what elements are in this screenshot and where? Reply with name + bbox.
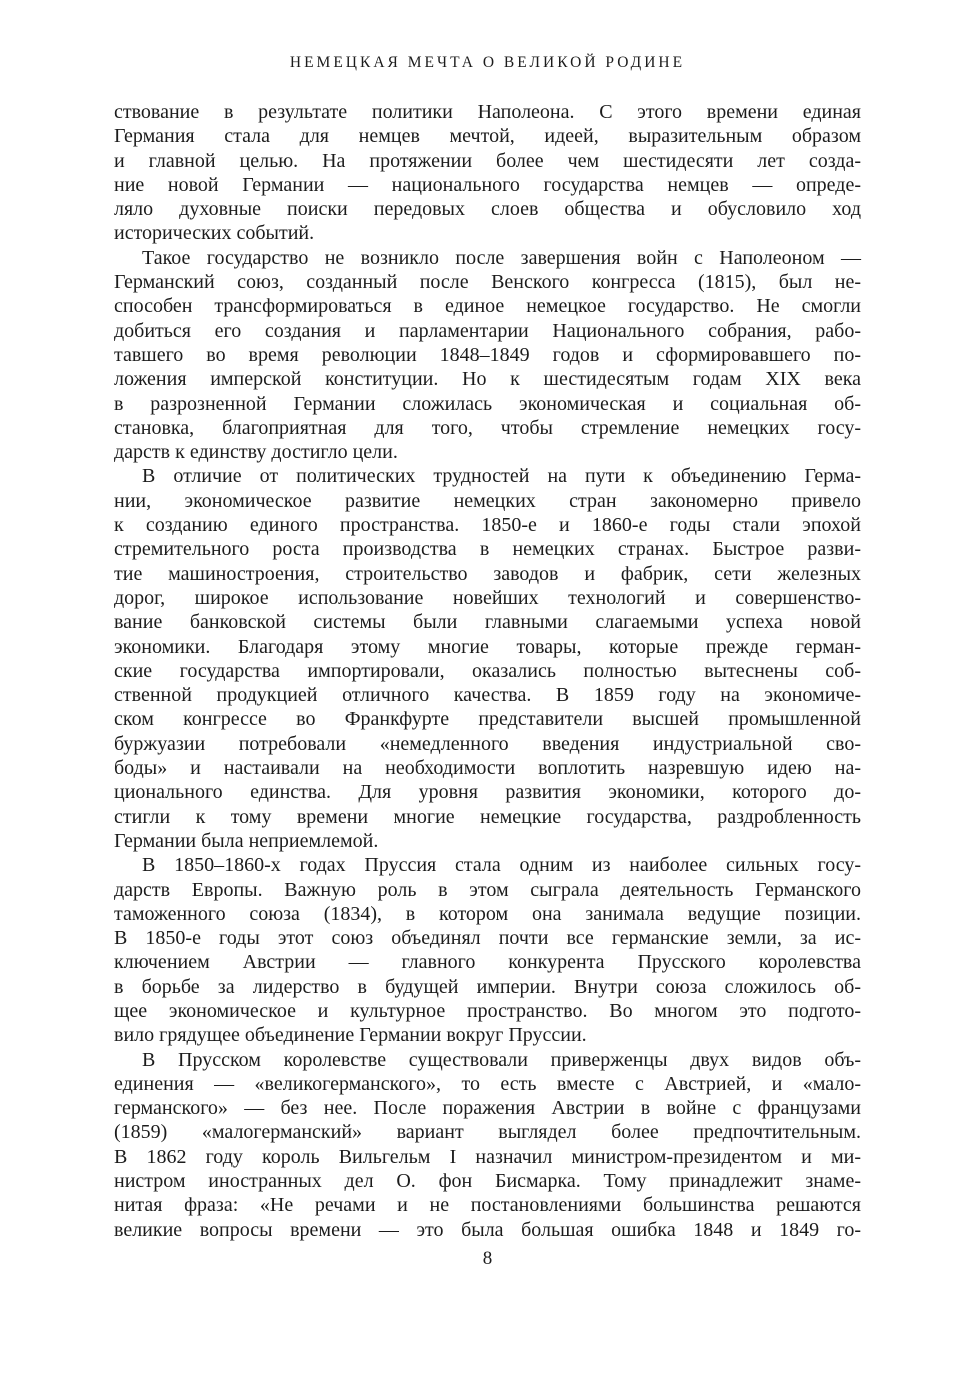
text-line: В 1850–1860-х годах Пруссия стала одним из наиболее сильных госу- (142, 854, 861, 877)
text-line: буржуазии потребовали «немедленного введения индустриальной сво- (114, 732, 861, 755)
text-line: В Прусском королевстве существовали приверженцы двух видов объ- (142, 1048, 861, 1071)
text-line: ляло духовные поиски передовых слоев общества и обусловило ход (114, 198, 861, 221)
text-line: в разрозненной Германии сложилась экономическая и социальная об- (114, 392, 861, 415)
text-line: нистром иностранных дел О. фон Бисмарка. Тому принадлежит знаме- (114, 1170, 861, 1193)
text-line: ские государства импортировали, оказались полностью вытеснены соб- (114, 659, 861, 682)
text-line: к созданию единого пространства. 1850-е и 1860-е годы стали эпохой (114, 514, 861, 537)
text-line: ние новой Германии — национального государства немцев — опреде- (114, 173, 861, 196)
text-line: вание банковской системы были главными слагаемыми успеха новой (114, 611, 861, 634)
text-line: ском конгрессе во Франкфурте представители высшей промышленной (114, 708, 861, 731)
text-line: ственной продукцией отличного качества. В 1859 году на экономиче- (114, 684, 861, 707)
body-text (114, 100, 861, 1242)
text-line: способен трансформироваться в единое немецкое государство. Не смогли (114, 295, 861, 318)
text-line: стигли к тому времени многие немецкие государства, раздробленность (114, 805, 861, 828)
text-line: (1859) «малогерманский» вариант выглядел более предпочтительным. (114, 1121, 861, 1144)
text-line: боды» и настаивали на необходимости воплотить назревшую идею на- (114, 757, 861, 780)
text-line: экономики. Благодаря этому многие товары, которые прежде герман- (114, 635, 861, 658)
text-line: вило грядущее объединение Германии вокруг Пруссии. (114, 1024, 587, 1047)
text-line: единения — «великогерманского», то есть вместе с Австрией, и «мало- (114, 1072, 861, 1095)
text-line: становка, благоприятная для того, чтобы стремление немецких госу- (114, 416, 861, 439)
text-line: в борьбе за лидерство в будущей империи. Внутри союза сложилось об- (114, 975, 861, 998)
text-line: Такое государство не возникло после завершения войн с Наполеоном — (142, 246, 861, 269)
text-line: и главной целью. На протяжении более чем шестидесяти лет созда- (114, 149, 861, 172)
page-number: 8 (482, 1248, 493, 1269)
text-line: великие вопросы времени — это была большая ошибка 1848 и 1849 го- (114, 1218, 861, 1241)
paragraph (114, 464, 861, 853)
paragraph (114, 246, 861, 465)
text-line: В 1862 году король Вильгельм I назначил министром-президентом и ми- (114, 1145, 861, 1168)
text-line: щее экономическое и культурное пространство. Во многом это подгото- (114, 999, 861, 1022)
paragraph (114, 853, 861, 1047)
text-line: нии, экономическое развитие немецких стран закономерно привело (114, 489, 861, 512)
text-line: ложения имперской конституции. Но к шестидесятым годам XIX века (114, 368, 861, 391)
text-line: ключением Австрии — главного конкурента Прусского королевства (114, 951, 861, 974)
text-line: тавшего во время революции 1848–1849 годов и сформировавшего по- (114, 343, 861, 366)
paragraph (114, 1048, 861, 1242)
text-line: Германия стала для немцев мечтой, идеей, выразительным образом (114, 125, 861, 148)
text-line: дарств к единству достигло цели. (114, 441, 398, 464)
text-line: ствование в результате политики Наполеона. С этого времени единая (114, 101, 861, 123)
text-line: германского» — без нее. После поражения Австрии в войне с французами (114, 1097, 861, 1120)
text-line: стремительного роста производства в немецких странах. Быстрое разви- (114, 538, 861, 561)
running-header: НЕМЕЦКАЯ МЕЧТА О ВЕЛИКОЙ РОДИНЕ (289, 54, 686, 71)
text-line: нитая фраза: «Не речами и не постановлениями большинства решаются (114, 1194, 861, 1217)
text-line: дорог, широкое использование новейших технологий и совершенство- (114, 586, 861, 609)
text-line: В отличие от политических трудностей на пути к объединению Герма- (142, 465, 861, 488)
text-line: добиться его создания и парламентарии Национального собрания, рабо- (114, 319, 861, 342)
text-line: исторических событий. (114, 222, 315, 245)
text-line: ционального единства. Для уровня развития экономики, которого до- (114, 781, 861, 804)
text-line: Германский союз, созданный после Венского конгресса (1815), был не- (114, 271, 861, 294)
text-line: таможенного союза (1834), в котором она занимала ведущие позиции. (114, 902, 861, 925)
text-line: дарств Европы. Важную роль в этом сыграла деятельность Германского (114, 878, 861, 901)
text-line: Германии была неприемлемой. (114, 829, 379, 852)
text-line: тие машиностроения, строительство заводов и фабрик, сети железных (114, 562, 861, 585)
text-line: В 1850-е годы этот союз объединял почти все германские земли, за ис- (114, 927, 861, 950)
paragraph (114, 100, 861, 246)
